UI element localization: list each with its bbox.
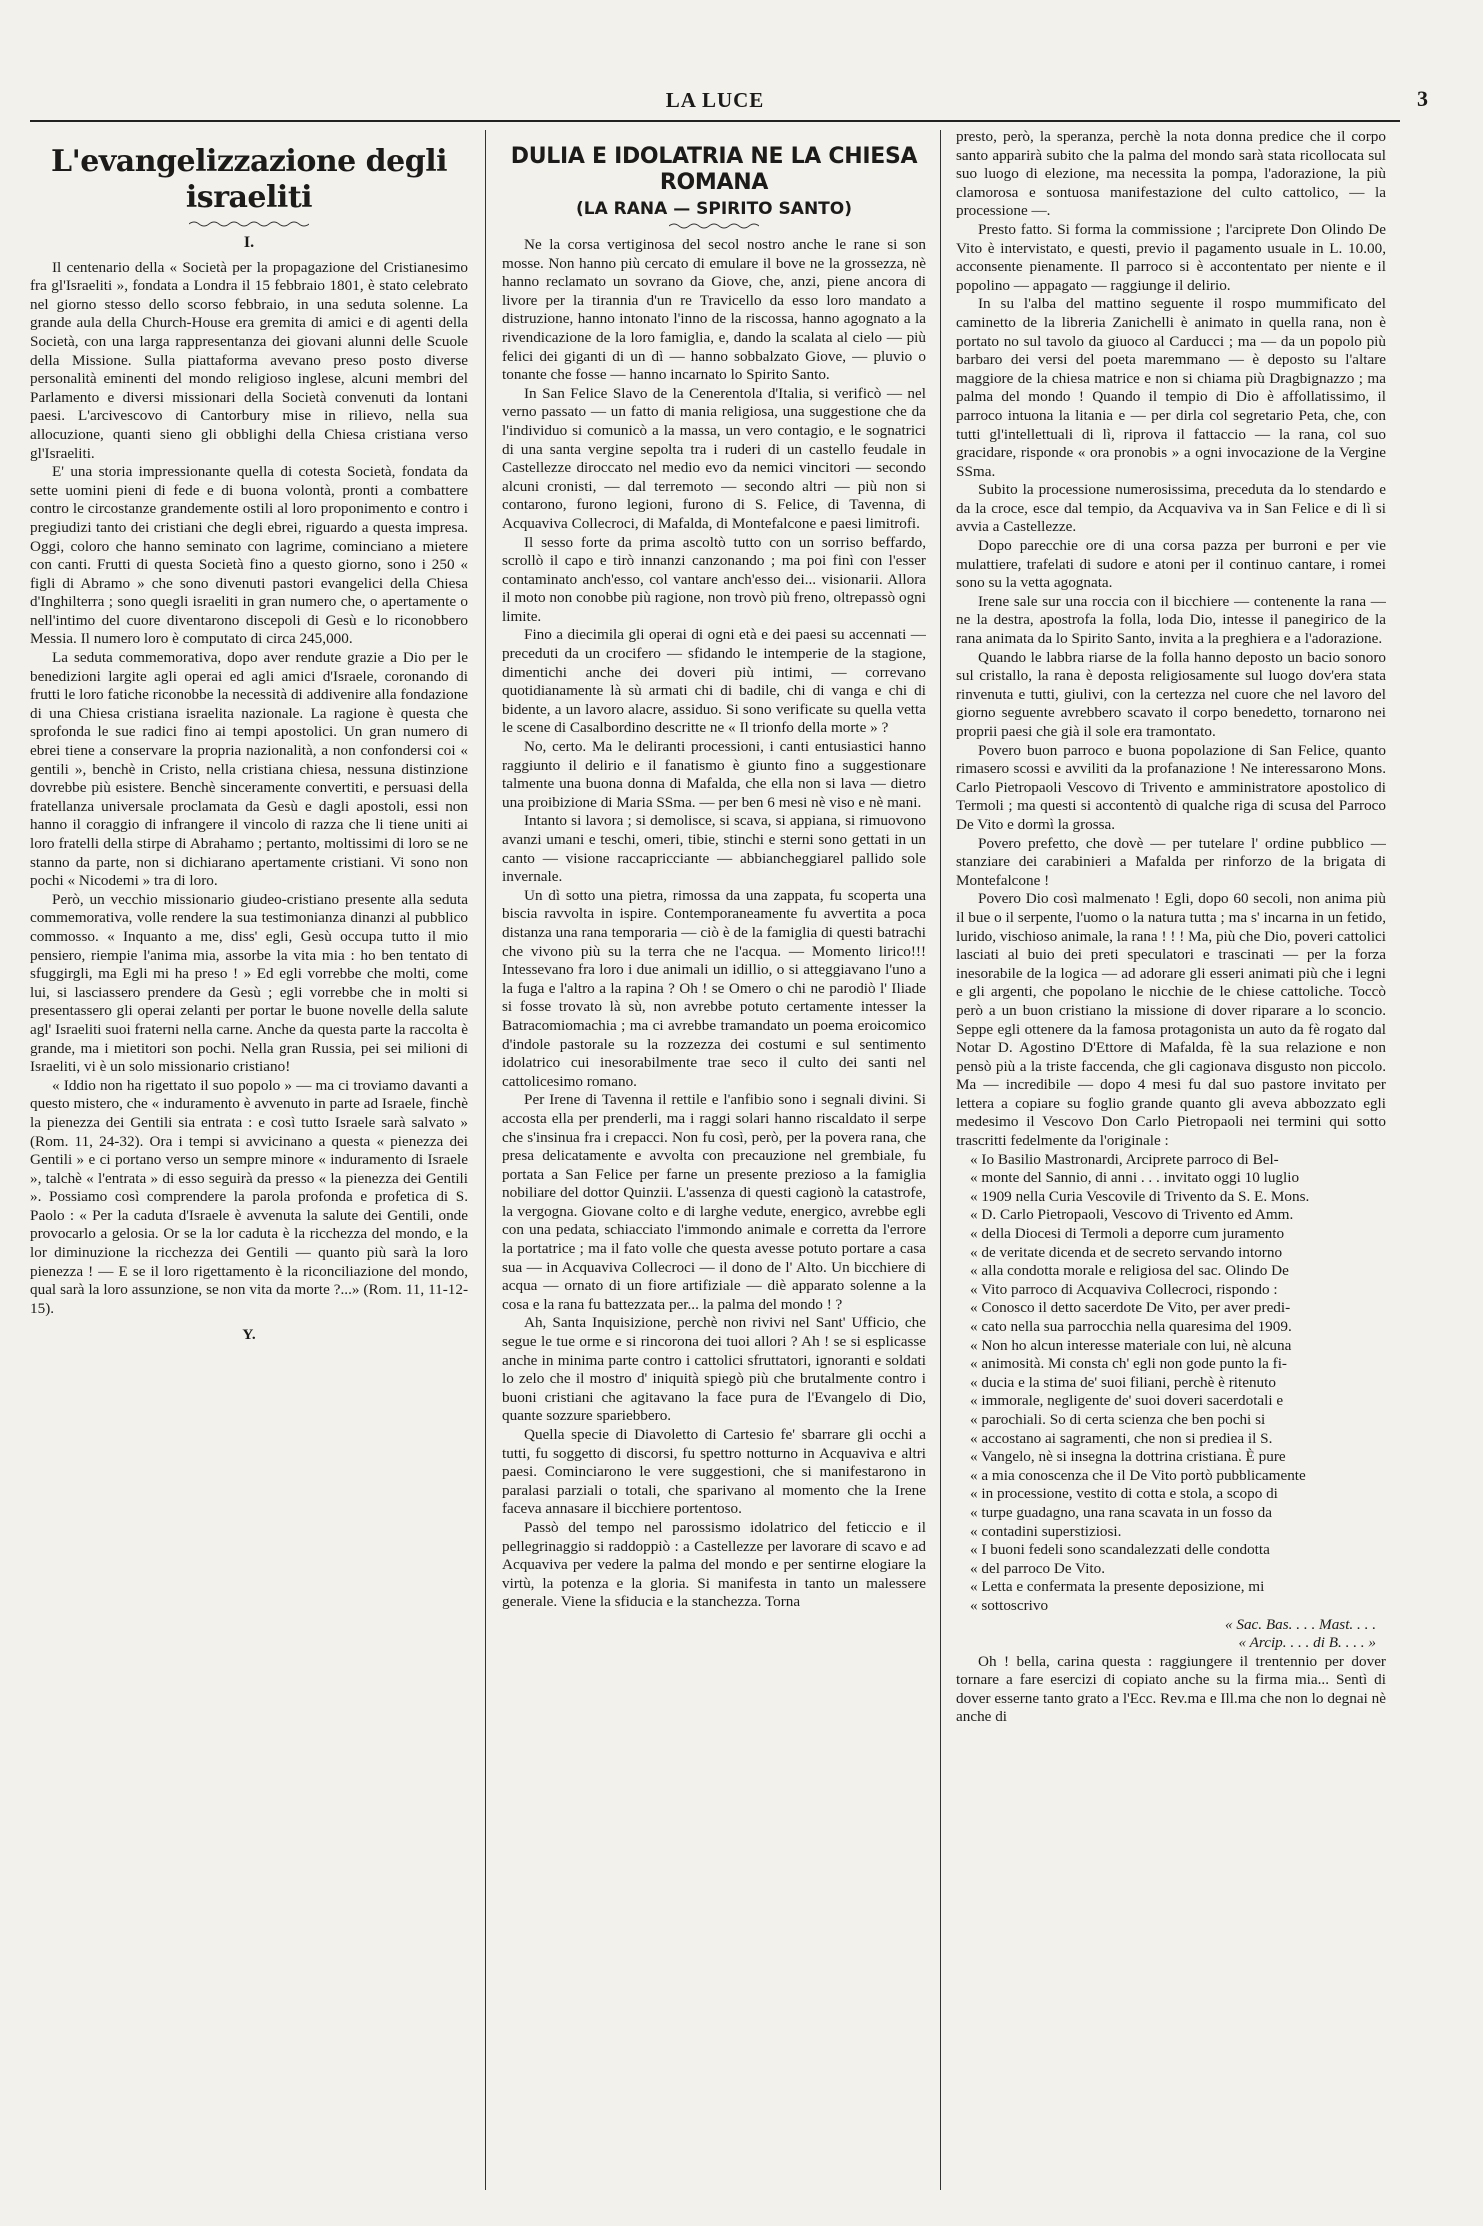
paragraph: Dopo parecchie ore di una corsa pazza per burroni e per vie mulattiere, trafelati di sudore e atoni per il continuo cantare, i romei sono su la vetta agognata.	[956, 537, 1386, 592]
quote-line: « Vito parroco di Acquaviva Collecroci, rispondo :	[970, 1280, 1278, 1298]
quote-line: « I buoni fedeli sono scandalezzati delle condotta	[970, 1541, 1270, 1559]
quote-line: « alla condotta morale e religiosa del sac. Olindo De	[970, 1262, 1289, 1280]
paragraph: Il sesso forte da prima ascoltò tutto con un sorriso beffardo, scrollò il capo e tirò innanzi canzonando ; ma poi finì con l'esser contaminato anch'esso, col vantare anch'esso dei... visionarii. Allora il moto non conobbe più ragione, non trovò più freno, oltrepassò ogni limite.	[502, 533, 926, 625]
quote-line: « sottoscrivo	[970, 1596, 1049, 1614]
masthead-rule	[30, 120, 1400, 122]
ornament-squiggle	[669, 222, 759, 230]
quote-line: « contadini superstiziosi.	[970, 1522, 1122, 1540]
quote-line: « accostano ai sagramenti, che non si prediea il S.	[970, 1429, 1273, 1447]
quote-line: « parochiali. So di certa scienza che ben pochi si	[970, 1410, 1266, 1428]
quote-line: « Conosco il detto sacerdote De Vito, per aver predi-	[970, 1299, 1291, 1317]
quote-line: « ducia e la stima de' suoi filiani, perchè è ritenuto	[970, 1373, 1276, 1391]
newspaper-title: LA LUCE	[665, 88, 765, 112]
paragraph: Ne la corsa vertiginosa del secol nostro anche le rane si son mosse. Non hanno più cercato di emulare il bove ne la grossezza, nè hanno reclamato un sovrano da Giove, che, anzi, piene ancora di livore per la tirannia d'un re Travicello da esso loro mandato a distruzione, hanno intonato l'inno de la riscossa, hanno agognato a la rivendicazione de la loro famiglia, e, dando la scalata al cielo — più felici dei giganti di un dì — hanno sobbalzato Giove, — pluvio o tonante che fosse — hanno incarnato lo Spirito Santo.	[502, 236, 926, 384]
quote-line: « a mia conoscenza che il De Vito portò pubblicamente	[970, 1466, 1306, 1484]
masthead	[30, 84, 1428, 118]
paragraph: Ah, Santa Inquisizione, perchè non rivivi nel Sant' Ufficio, che segue le tue orme e si rincorona dei tuoi allori ? Ah ! se si esplicasse anche in minima parte contro i cattolici sfruttatori, ignoranti e soldati lo zelo che il mostro d' iniquità spiegò più che brutalmente contro i buoni cristiani che agitavano la face pura de l'Evangelo di Dio, quante sozzure spariebbero.	[502, 1314, 926, 1425]
paragraph: Presto fatto. Si forma la commissione ; l'arciprete Don Olindo De Vito è intervistato, e questi, previo il pagamento usuale in L. 10.00, acconsente pienamente. Il parroco si è accontentato per niente e il popolino — appagato — raggiunge il delirio.	[956, 220, 1386, 294]
article-1-title: L'evangelizzazione degli israeliti	[50, 144, 448, 215]
quote-line: « del parroco De Vito.	[970, 1559, 1106, 1577]
paragraph: Però, un vecchio missionario giudeo-cristiano presente alla seduta commemorativa, volle rendere la sua testimonianza dinanzi al pubblico commosso. « Inquanto a me, diss' egli, Gesù occupa tutto il mio pensiero, riempie l'anima mia, assorbe la vita mia : ho ben tentato di sfuggirgli, ma Egli mi ha preso ! » Ed egli vorrebbe che molti, come lui, si lasciassero prendere da Gesù ; egli vorrebbe che in molti si presentassero gli operai zelanti per portar le buone novelle della salute agl' Israeliti suoi fraterni nella carne. Anche da questa parte la raccolta è grande, ma i mietitori son pochi. Nella gran Russia, pei sei milioni di Israeliti, vi è un solo missionario cristiano!	[30, 890, 468, 1076]
paragraph: Povero buon parroco e buona popolazione di San Felice, quanto rimasero scossi e avviliti da la profanazione ! Ne interessarono Mons. Carlo Pietropaoli Vescovo di Trivento e amministratore apostolico di Termoli ; ma questi si accontentò di qualche riga di scusa del Parroco De Vito e dormì la grossa.	[956, 741, 1386, 833]
signature-line: « Sac. Bas. . . . Mast. . . .	[1224, 1615, 1376, 1633]
paragraph: No, certo. Ma le deliranti processioni, i canti entusiastici hanno raggiunto il delirio e il fanatismo è giunto fino a suggestionare talmente una buona donna di Mafalda, che ella non si lava — dietro una proibizione di Maria SSma. — per ben 6 mesi nè viso e nè mani.	[502, 738, 926, 811]
article-2-title: DULIA E IDOLATRIA NE LA CHIESA ROMANA	[510, 144, 918, 195]
paragraph: Il centenario della « Società per la propagazione del Cristianesimo fra gl'Israeliti », fondata a Londra il 15 febbraio 1801, è stato celebrato nel giorno stesso dello scorso febbraio, in una seduta solenne. La grande aula della Church-House era gremita di amici e di agenti della Società, con una larga rappresentanza dei giovani alunni delle Scuole della Missione. Sulla piattaforma avevano preso posto diverse personalità eminenti del mondo religioso inglese, alcuni membri del Parlamento e diversi missionari della Società convenuti da lontani paesi. L'arcivescovo di Cantorbury mise in rilievo, nella sua allocuzione, quanti sieno gli obblighi della Chiesa cristiana verso gl'Israeliti.	[30, 258, 468, 462]
paragraph: Fino a diecimila gli operai di ogni età e dei paesi su accennati — preceduti da un crocifero — sfidando le intemperie de la stagione, dimentichi anche dei doveri più intimi, — correvano quotidianamente là sù armati chi di badile, chi di vanga e chi di bidente, a un lavoro alacre, assiduo. Si sono verificate su quella vetta le scene di Casalbordino descritte ne « Il trionfo della morte » ?	[502, 626, 926, 737]
quote-line: « Io Basilio Mastronardi, Arciprete parroco di Bel-	[970, 1150, 1279, 1168]
quote-line: « della Diocesi di Termoli a deporre cum juramento	[970, 1225, 1285, 1243]
ornament-squiggle	[189, 220, 309, 228]
paragraph: Quando le labbra riarse de la folla hanno deposto un bacio sonoro sul cristallo, la rana è deposta religiosamente sul luogo dov'era stata rinvenuta e tutti, giulivi, con la certezza nel cuore che nel lavoro del giorno seguente avrebbero scavato il corpo benedetto, tornarono nei proprii paesi che già il sole era tramontato.	[956, 648, 1386, 740]
quote-line: « Letta e confermata la presente deposizione, mi	[970, 1578, 1265, 1596]
quote-line: « Vangelo, nè si insegna la dottrina cristiana. È pure	[970, 1448, 1286, 1466]
paragraph: « Iddio non ha rigettato il suo popolo » — ma ci troviamo davanti a questo mistero, che « induramento è avvenuto in parte ad Israele, finchè la pienezza dei Gentili sia entrata : e così tutto Israele sarà salvato » (Rom. 11, 24-32). Ora i tempi si avvicinano a questa « pienezza dei Gentili » e ci portano verso un sempre minore « induramento di Israele », talchè « l'entrata » di esso seguirà da presso « la pienezza dei Gentili ». Possiamo così comprendere la parola profonda e profetica di S. Paolo : « Per la caduta d'Israele è avvenuta la salute dei Gentili, onde provocarlo a gelosia. Or se la lor caduta è la ricchezza del mondo, e la lor diminuzione la ricchezza dei Gentili — quanto più sarà la loro pienezza ! — E se il loro rigettamento è la riconciliazione del mondo, qual sarà la loro assunzione, se non vita da morte ?...» (Rom. 11, 11-12-15).	[30, 1076, 468, 1317]
quote-line: « Non ho alcun interesse materiale con lui, nè alcuna	[970, 1336, 1292, 1354]
paragraph: In su l'alba del mattino seguente il rospo mummificato del caminetto de la libreria Zanichelli è animato in quella rana, non è portato no sul tavolo da giuoco al Carducci ; ma — da un popolo più barbaro dei versi del poeta maremmano — è deposto su l'altare maggiore de la chiesa matrice e non si chiama più Dragbignazzo ; ma palma del mondo ! Quando il tempio di Dio è affollatissimo, il parroco intuona la litania e — per dirla col segretario Peta, che, con tutti gl'intellettuali di lì, riprova il fattaccio — la rana, col suo gracidare, risponde « ora pronobis » a ogni invocazione de la Vergine SSma.	[956, 295, 1386, 480]
quote-line: « de veritate dicenda et de secreto servando intorno	[970, 1243, 1283, 1261]
quote-line: « D. Carlo Pietropaoli, Vescovo di Trivento ed Amm.	[970, 1206, 1294, 1224]
section-number: I.	[243, 234, 255, 251]
paragraph: E' una storia impressionante quella di cotesta Società, fondata da sette uomini pieni di fede e di buona volontà, pronti a combattere contro le circostanze grandemente ostili al loro proponimento e contro i pregiudizi tanto dei cristiani che degli ebrei, riguardo a questa impresa. Oggi, coloro che hanno seminato con lagrime, cominciano a mietere con canti. Frutti di questa Società fino a questo giorno, sono i 250 « figli di Abramo » che sono divenuti pastori evangelici della Chiesa d'Inghilterra ; sono quegli israeliti in gran numero che, o apertamente o nell'intimo del cuore diventarono discepoli di Gesù e lo riconobbero Messia. Il numero loro è computato di circa 245,000.	[30, 463, 468, 648]
quote-line: « monte del Sannio, di anni . . . invitato oggi 10 luglio	[970, 1169, 1300, 1187]
signature-line: « Arcip. . . . di B. . . . »	[1238, 1634, 1376, 1652]
column-3	[956, 128, 1386, 2193]
paragraph: Povero prefetto, che dovè — per tutelare l' ordine pubblico — stanziare dei carabinieri a Mafalda per rinforzo de la brigata di Montefalcone !	[956, 834, 1386, 889]
quote-line: « immorale, negligente de' suoi doveri sacerdotali e	[970, 1392, 1284, 1410]
paragraph: Irene sale sur una roccia con il bicchiere — contenente la rana — ne la destra, apostrofa la folla, loda Dio, intesse il panegirico de la rana animata da lo Spirito Santo, invita a la preghiera e a l'adorazione.	[956, 592, 1386, 648]
column-1	[30, 128, 468, 2193]
paragraph: La seduta commemorativa, dopo aver rendute grazie a Dio per le benedizioni largite agli operai ed agli amici d'Israele, coronando di frutti le loro fatiche riconobbe la necessità di addivenire alla fondazione di una Chiesa cristiana israelita nazionale. La ragione è questa che sprofonda le sue radici fino ai tempi apostolici. Un gran numero di ebrei tiene a conservare la propria nazionalità, a non confondersi coi « gentili », benchè in Cristo, nella cristiana chiesa, nessuna distinzione dovrebbe più esistere. Benchè sinceramente convertiti, e persuasi della fratellanza universale proclamata da Gesù e dagli apostoli, essi non hanno il coraggio di infrangere il vincolo di razza che li tiene uniti ai loro fratelli della stirpe di Abrahamo ; pertanto, moltissimi di loro se ne stanno da parte, non si dichiarano apertamente cristiani. Vi sono non pochi « Nicodemi » tra di loro.	[30, 649, 468, 890]
paragraph: In San Felice Slavo de la Cenerentola d'Italia, si verificò — nel verno passato — un fatto di mania religiosa, una suggestione che da l'individuo si comunicò a la massa, un vero contagio, e le sognatrici di una santa vergine sepolta tra i ruderi di un castello feudale in Castellezze diroccato nel medio evo da nemici vincitori — secondo alcuni cronisti, — dal terremoto — secondo altri — più non si contarono, furono legioni, furono di S. Felice, di Tavenna, di Acquaviva Collecroci, di Mafalda, di Montefalcone e paesi limitrofi.	[502, 384, 926, 532]
column-2	[502, 128, 926, 2193]
paragraph: Passò del tempo nel parossismo idolatrico del feticcio e il pellegrinaggio si raddoppiò : a Castellezze per lavorare di scavo e ad Acquaviva per vedere la palma del mondo e per sentirne elogiare la virtù, la potenza e la gloria. Si manifesta in tanto un malessere generale. Viene la sfiducia e la stanchezza. Torna	[502, 1518, 926, 1611]
paragraph: Quella specie di Diavoletto di Cartesio fe' sbarrare gli occhi a tutti, fu soggetto di discorsi, fu spettro notturno in Acquaviva e altri paesi. Cominciarono le vere suggestioni, che si manifestarono in paralasi parziali o totali, che sparivano al momento che la Irene faceva annasare il bicchiere portentoso.	[502, 1426, 926, 1518]
column-divider	[485, 130, 486, 2190]
quote-line: « animosità. Mi consta ch' egli non gode punto la fi-	[970, 1355, 1287, 1373]
paragraph: Subito la processione numerosissima, preceduta da lo stendardo e da la croce, esce dal tempio, da Acquaviva va in San Felice e di lì si avvia a Castellezze.	[956, 481, 1386, 536]
paragraph: Un dì sotto una pietra, rimossa da una zappata, fu scoperta una biscia ravvolta in ispire. Contemporaneamente fu avvertita a poca distanza una rana temporaria — ciò è de la famiglia di questi batrachi che vivono più su la terra che ne l'acqua. — Momento lirico!!! Intessevano fra loro i due animali un idillio, o si atteggiavano l'uno a la fuga e l'altro a la rapina ? Oh ! se Omero o chi ne parodiò l' Iliade si fosse trovato là sù, non avrebbe potuto certamente intesser la Batracomiomachia ; ma ci avrebbe tramandato un poema eroicomico d'indole pastorale su la rozzezza dei costumi e sul sentimento idolatrico cui inesorabilmente trae seco il culto dei santi nel cattolicesimo romano.	[502, 886, 926, 1090]
quote-line: « turpe guadagno, una rana scavata in un fosso da	[970, 1503, 1272, 1521]
deposition-quote	[956, 1151, 1386, 1616]
page-number: 3	[1417, 86, 1428, 111]
quote-line: « cato nella sua parrocchia nella quaresima del 1909.	[970, 1318, 1292, 1335]
paragraph: Oh ! bella, carina questa : raggiungere il trentennio per dover tornare a fare esercizi di copiato anche su la firma mia... Sentì di dover esserne tanto grato a l'Ecc. Rev.ma e Ill.ma che non lo degnai nè anche di	[956, 1652, 1386, 1726]
quote-line: « in processione, vestito di cotta e stola, a scopo di	[970, 1485, 1278, 1503]
column-divider	[940, 130, 941, 2190]
article-2-subtitle: (LA RANA — SPIRITO SANTO)	[575, 199, 852, 219]
paragraph: Intanto si lavora ; si demolisce, si scava, si appiana, si rimuovono avanzi umani e teschi, omeri, tibie, stinchi e sterni sono gettati in un canto — visione raccapricciante — abbiancheggiarel pallido sole invernale.	[502, 812, 926, 886]
quote-line: « 1909 nella Curia Vescovile di Trivento da S. E. Mons.	[970, 1187, 1310, 1205]
paragraph: Povero Dio così malmenato ! Egli, dopo 60 secoli, non anima più il bue o il serpente, l'uomo o la natura tutta ; ma s' incarna in un fetido, lurido, vischioso animale, la rana ! ! ! Ma, più che Dio, poveri cattolici lasciati al buio dei preti speculatori e trascinati — per la forza inesorabile de la logica — ad adorare gli esseri animati più che i legni e gli argenti, che popolano le nicchie de le chiese cattoliche. Toccò però a un buon cristiano la missione di dover riparare a lo sconcio. Seppe egli ottenere da la famosa protagonista un auto da fè rogato dal Notar D. Agostino D'Ettore di Mafalda, fè la sua relazione e non pensò più a la triste faccenda, che gli cagionava disgusto non piccolo. Ma — incredibile — dopo 4 mesi fu dal suo pastore invitato per lettera a copiare su foglio grande quanto gli aveva abbozzato egli medesimo il Vescovo Don Carlo Pietropaoli nei termini qui sotto trascritti fedelmente da l'originale :	[956, 890, 1386, 1150]
paragraph: presto, però, la speranza, perchè la nota donna predice che il corpo santo apparirà subito che la palma del mondo sarà stata ricollocata sul suo luogo di elezione, ma necessita la pompa, l'adorazione, la più clamorosa e sontuosa manifestazione del culto cattolico, — la processione —.	[956, 128, 1386, 220]
article-author: Y.	[242, 1326, 256, 1344]
paragraph: Per Irene di Tavenna il rettile e l'anfibio sono i segnali divini. Si accosta ella per prenderli, ma i raggi solari hanno riscaldato il serpe che s'insinua fra i crepacci. Non fu così, però, per la povera rana, che presa delicatamente e avvolta con precauzione nel grembiale, fu portata a San Felice per farne un presente prezioso a la famiglia nobiliare del dottor Quinzii. L'assenza di questi cagionò la catastrofe, la vergogna. Giovane colto e di larghe vedute, energico, avrebbe egli con una pedata, schiacciato l'immondo animale e corretta da l'errore la portatrice ; ma il fato volle che questa avesse potuto portare a casa sua — in Acquaviva Collecroci — il dono de l' Alto. Un bicchiere di acqua — ornato di un fiore artifiziale — diè apparato solenne a la cosa e la rana fu battezzata per... la palma del mondo ! ?	[502, 1091, 926, 1313]
